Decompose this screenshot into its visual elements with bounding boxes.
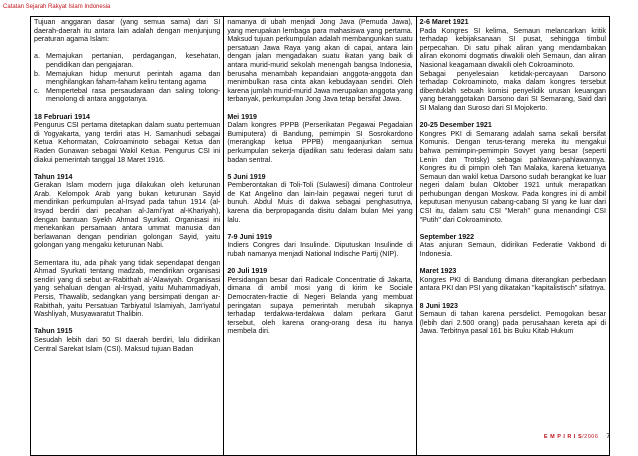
section-date-heading: Maret 1923 — [419, 267, 457, 276]
column-1 — [31, 17, 223, 455]
section-date-heading: 18 Februari 1914 — [34, 112, 90, 121]
section-date-heading: 20 Juli 1919 — [227, 267, 268, 276]
running-header: Catatan Sejarah Rakyat Islam Indonesia — [3, 4, 111, 10]
section-date-heading: 7-9 Juni 1919 — [227, 232, 272, 241]
paragraph: Dalam kongres PPPB (Perserikatan Pegawai Pegadaian Bumiputera) di Bandung, pemimpin SI Sosrokardono (merangkap ketua PPPB) mengaanjurkan semua perkumpulan sekerja dijadikan satu federasi dalam satu badan sentral. — [227, 121, 413, 164]
page-footer — [544, 433, 610, 440]
paragraph: Sebagai penyelesaian ketidak-percayaan Darsono terhadap Cokroaminoto, maka dalam kongres tersebut dibentuklah sebuah komisi penyelidik urusan keuangan yang beranggotakan Darsono dari SI Semarang, Said dari SI Malang dan Suroso dari SI Mojokerto. — [419, 69, 606, 112]
paragraph: Pada Kongres SI kelima, Semaun melancarkan kritik terhadap kebijaksanaan SI pusat, sehingga timbul perpecahan. Di satu pihak aliran yang mendambakan aliran ekonomi dogmatis diwakili oleh Semaun, dan aliran Nasional keagamaan diwakili oleh Cokroaminoto. — [419, 26, 606, 69]
section-date-heading: 5 Juni 1919 — [227, 172, 266, 181]
paragraph: Persidangan besar dari Radicale Concentratie di Jakarta, dimana di ambil mosi yang di kirim ke Sociale Democraten-fractie di Negeri Belanda yang membuat peringatan supaya pemerintah merubah sikapnya terhadap terdakwa-terdakwa dalam perkara Garut tersebut, oleh karena orang-orang desa itu hanya membela diri. — [227, 275, 413, 336]
section-date-heading: September 1922 — [419, 232, 475, 241]
paragraph: Semaun di tahan karena persdelict. Pemogokan besar (lebih dari 2.500 orang) pada perusahaan kereta api di Jawa. Terbitnya pasal 161 bis Buku Kitab Hukum — [419, 310, 606, 336]
list-item: c. Mempertebal rasa persaudaraan dan saling tolong-menolong di antara anggotanya. — [34, 86, 221, 104]
section-date-heading: 20-25 Desember 1921 — [419, 121, 492, 130]
page-number: 7 — [606, 433, 610, 440]
paragraph: Sementara itu, ada pihak yang tidak sependapat dengan Ahmad Syurkati tentang madzab, mendirikan organisasi sendiri yang di sebut ar-Rabithah al-'Alawiyah. Organisasi yang sehaluan dengan al-Irsyad, yaitu Muhammadiyah, Persis, Thawalib, sedangkan yang bersimpati dengan ar-Rabithah, yaitu Persatuan Tarbiyatul Islamiyah, Jam'iyatul Washliyah, Musyawaratut Thalibin. — [34, 258, 221, 319]
column-3 — [416, 17, 609, 455]
paragraph: Pengurus CSI pertama ditetapkan dalam suatu pertemuan di Yogyakarta, yang terdiri atas H. Samanhudi sebagai Ketua Kehormatan, Cokroaminoto sebagai Ketua dan Raden Gunawan sebagai Wakil Ketua. Pengurus CSI ini diakui pemerintah tanggal 18 Maret 1916. — [34, 121, 221, 164]
list-item: a. Memajukan pertanian, perdagangan, kesehatan, pendidikan dan pengajaran. — [34, 52, 221, 69]
column-2 — [223, 17, 415, 455]
paragraph: Indiers Congres dari Insulinde. Diputuskan Insulinde di rubah namanya menjadi National Indische Partij (NIP). — [227, 241, 413, 259]
goals-list — [34, 52, 220, 104]
paragraph: Gerakan Islam modern juga dilakukan oleh keturunan Arab. Kelompok Arab yang bukan keturunan Sayid mendirikan perkumpulan al-Irsyad pada tahun 1914 (al-Irsyad berdiri dari pecahan al-Jami'iyat al-Khariyah), dengan bantuan Syekh Ahmad Syurkati. Organisasi ini menekankan persamaan antara ummat manusia dan berlawanan dengan pendirian golongan Sayid, yaitu golongan yang mengaku keturunan Nabi. — [34, 181, 221, 250]
journal-brand: E M P I R I S/2006 — [543, 433, 599, 440]
section-date-heading: Tahun 1914 — [34, 172, 73, 181]
section-date-heading: 8 Juni 1923 — [419, 301, 458, 310]
content-table — [30, 16, 610, 456]
paragraph: Kongres PKI di Semarang adalah sama sekali bersifat Komunis. Dengan terus-terang mereka itu mengakui bahwa pemimpin-pemimpin Sovyet yang besar (seperti Lenin dan Trotsky) sebagai pahlawan-pahlawannya. Kongres itu di pimpin oleh Tan Malaka, karena ketuanya Semaun dan wakil ketua Darsono sudah berangkat ke luar negeri dalam bulan Oktober 1921 untuk merapatkan perhubungan dengan Moskow. Pada kongres ini di ambil keputusan menyusun cabang-cabang SI yang ke luar dari CSI itu, dalam satu CSI "Merah" guna menandingi CSI "Putih" dari Cokroaminoto. — [419, 129, 606, 224]
paragraph: Atas anjuran Semaun, didirikan Federatie Vakbond di Indonesia. — [419, 241, 606, 259]
paragraph: Pemberontakan di Toli-Toli (Sulawesi) dimana Controleur de Kat Angelino dan lain-lain pegawai negeri turut di bunuh. Abdul Muis di dakwa sebagai penghasutnya, karena dia berpropaganda disitu dalam bulan Mei yang lalu. — [227, 181, 413, 224]
section-date-heading: Mei 1919 — [227, 112, 257, 121]
list-item: b. Memajukan hidup menurut perintah agama dan menghilangkan faham-faham keliru tentang agama — [34, 69, 221, 87]
paragraph: namanya di ubah menjadi Jong Java (Pemuda Jawa), yang merupakan lembaga para mahasiswa yang pertama. Maksud tujuan perkumpulan adalah membangunkan suatu persatuan Jawa Raya yang akan di capai, antara lain dengan jalan mengadakan suatu ikatan yang baik di antara murid-murid sekolah menengah bangsa Indonesia, berusaha menambah kepandaian anggota-anggota dan menimbulkan rasa cinta akan kebudayaan sendiri. Oleh karena jumlah murid-murid Jawa merupakan anggota yang terbanyak, perkumpulan Jong Java tetap bersifat Jawa. — [227, 18, 413, 104]
section-date-heading: Tahun 1915 — [34, 327, 73, 336]
paragraph: Sesudah lebih dari 50 SI daerah berdiri, lalu didirikan Central Sarekat Islam (CSI). Maksud tujuan Badan — [34, 335, 221, 353]
section-date-heading: 2-6 Maret 1921 — [419, 18, 469, 26]
paragraph: Kongres PKI di Bandung dimana diterangkan perbedaan antara PKI dan PSI yang dikatakan "kapitalistisch" sifatnya. — [419, 275, 606, 293]
paragraph-intro: Tujuan anggaran dasar (yang semua sama) dari SI daerah-daerah itu antara lain adalah dengan menjunjung peraturan agama Islam: — [34, 18, 221, 44]
